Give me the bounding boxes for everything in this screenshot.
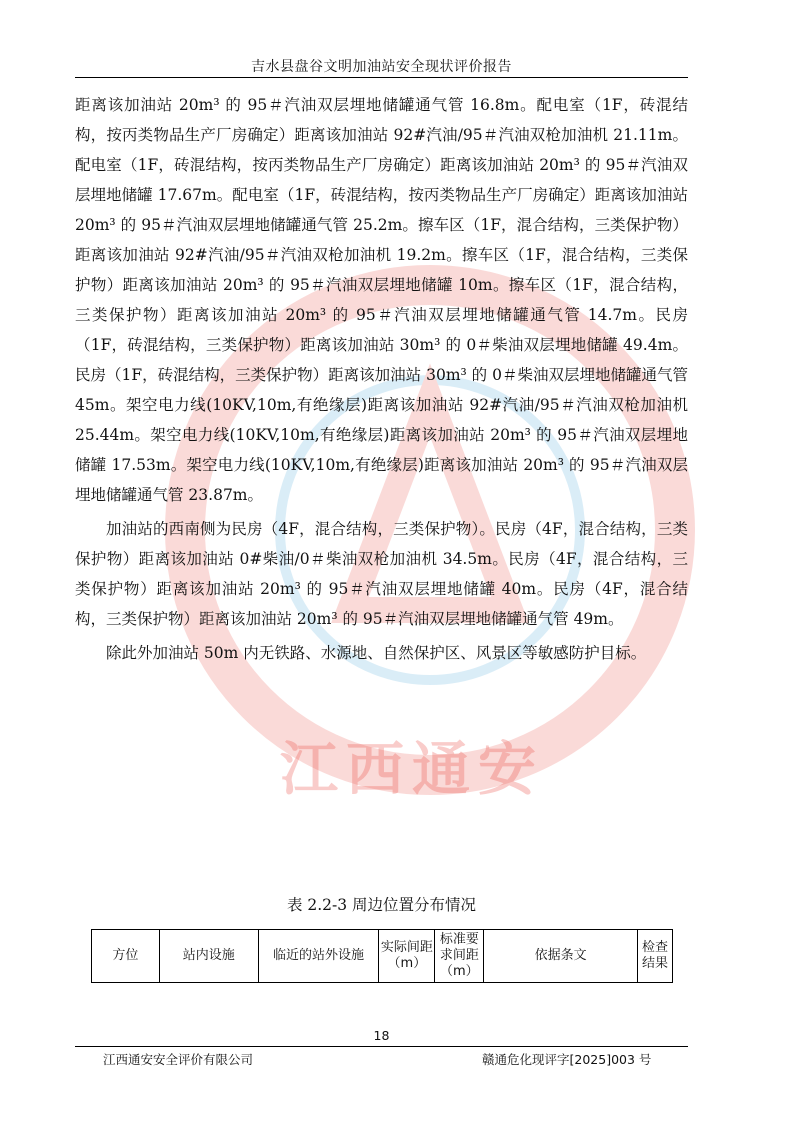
location-table	[91, 929, 673, 983]
table-header-row	[92, 930, 673, 983]
paragraph-southwest: 加油站的西南侧为民房（4F，混合结构，三类保护物）。民房（4F，混合结构，三类保护物）距离该加油站 0#柴油/0＃柴油双枪加油机 34.5m。民房（4F，混合结构，三类保护物）距离该加油站 20m³ 的 95＃汽油双层埋地储罐 40m。民房（4F，混合结构，三类保护物）距离该加油站 20m³ 的 95＃汽油双层埋地储罐通气管 49m。	[75, 520, 688, 628]
report-header-title: 吉水县盘谷文明加油站安全现状评价报告	[251, 59, 512, 75]
paragraph-sensitive-targets: 除此外加油站 50m 内无铁路、水源地、自然保护区、风景区等敏感防护目标。	[106, 644, 647, 662]
paragraph-distances: 距离该加油站 20m³ 的 95＃汽油双层埋地储罐通气管 16.8m。配电室（1F，砖混结构，按丙类物品生产厂房确定）距离该加油站 92#汽油/95＃汽油双枪加油机 21.11m。配电室（1F，砖混结构，按丙类物品生产厂房确定）距离该加油站 20m³ 的 95＃汽油双层埋地储罐 17.67m。配电室（1F，砖混结构，按丙类物品生产厂房确定）距离该加油站 20m³ 的 95＃汽油双层埋地储罐通气管 25.2m。擦车区（1F，混合结构，三类保护物）距离该加油站 92#汽油/95＃汽油双枪加油机 19.2m。擦车区（1F，混合结构，三类保护物）距离该加油站 20m³ 的 95＃汽油双层埋地储罐 10m。擦车区（1F，混合结构，三类保护物）距离该加油站 20m³ 的 95＃汽油双层埋地储罐通气管 14.7m。民房（1F，砖混结构，三类保护物）距离该加油站 30m³ 的 0＃柴油双层埋地储罐 49.4m。民房（1F，砖混结构，三类保护物）距离该加油站 30m³ 的 0＃柴油双层埋地储罐通气管 45m。架空电力线(10KV,10m,有绝缘层)距离该加油站 92#汽油/95＃汽油双枪加油机 25.44m。架空电力线(10KV,10m,有绝缘层)距离该加油站 20m³ 的 95＃汽油双层埋地储罐 17.53m。架空电力线(10KV,10m,有绝缘层)距离该加油站 20m³ 的 95＃汽油双层埋地储罐通气管 23.87m。	[75, 96, 688, 504]
col-basis-clause: 依据条文	[484, 930, 638, 983]
table-caption: 表 2.2-3 周边位置分布情况	[286, 896, 477, 914]
col-check-result: 检查结果	[637, 930, 672, 983]
footer-divider	[75, 1046, 688, 1047]
footer-company: 江西通安安全评价有限公司	[103, 1052, 254, 1067]
col-direction: 方位	[92, 930, 160, 983]
col-station-facility: 站内设施	[159, 930, 258, 983]
col-adjacent-facility: 临近的站外设施	[258, 930, 379, 983]
watermark-text: 江西通安	[280, 735, 545, 803]
report-body	[75, 90, 688, 668]
page-number: 18	[373, 1028, 390, 1043]
col-required-distance: 标准要求间距（m）	[435, 930, 484, 983]
footer-doc-number: 赣通危化现评字[2025]003 号	[482, 1052, 652, 1067]
col-actual-distance: 实际间距（m）	[379, 930, 435, 983]
header-divider	[75, 77, 688, 78]
